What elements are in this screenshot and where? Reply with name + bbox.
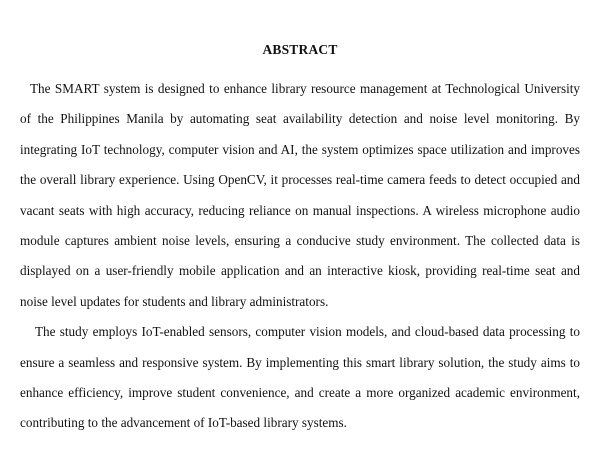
abstract-paragraph-2: The study employs IoT-enabled sensors, computer vision models, and cloud-based data processing to ensure a seamless and responsive system. By implementing this smart library solution, the study aims to enhance efficiency, improve student convenience, and create a more organized academic environment, contributing to the advancement of IoT-based library systems.	[20, 324, 580, 431]
abstract-paragraph-1: The SMART system is designed to enhance library resource management at Technological University of the Philippines Manila by automating seat availability detection and noise level monitoring. By integrating IoT technology, computer vision and AI, the system optimizes space utilization and improves the overall library experience. Using OpenCV, it processes real-time camera feeds to detect occupied and vacant seats with high accuracy, reducing reliance on manual inspections. A wireless microphone audio module captures ambient noise levels, ensuring a conducive study environment. The collected data is displayed on a user-friendly mobile application and an interactive kiosk, providing real-time seat and noise level updates for students and library administrators.	[20, 81, 580, 309]
abstract-heading: ABSTRACT	[262, 42, 338, 57]
